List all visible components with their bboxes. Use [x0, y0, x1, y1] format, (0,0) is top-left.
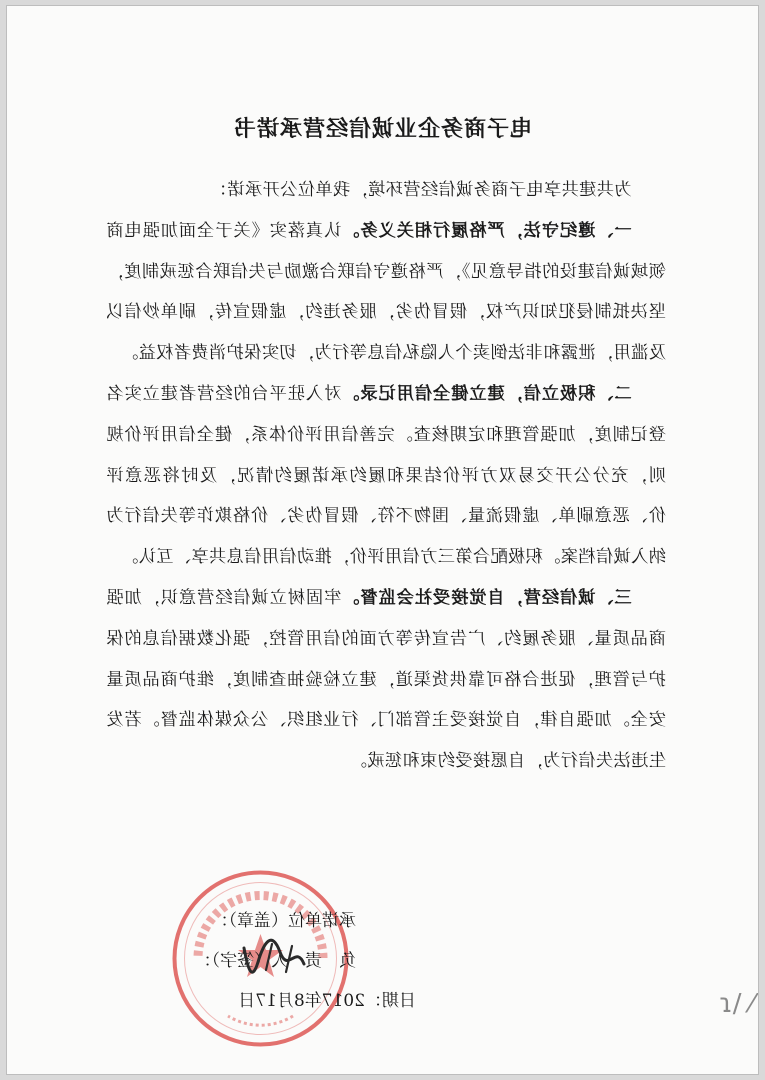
section-heading-2: 二、积极立信，建立健全信用记录。	[341, 383, 632, 404]
section-body-1: 认真落实《关于全面加强电商领域诚信建设的指导意见》，严格遵守信联合激励与失信联合惩戒制度，坚决抵制侵犯知识产权，假冒伪劣，服务违约，虚假宣传，刷单炒信以及滥用，泄露和非法倒卖个人隐私信息等行为，切实保护消费者权益。	[106, 220, 666, 364]
mirrored-document-content	[7, 6, 758, 1074]
section-heading-3: 三、诚信经营，自觉接受社会监督。	[341, 587, 632, 608]
document-page	[6, 5, 759, 1075]
section-paragraph-2	[106, 374, 666, 578]
section-paragraph-3	[106, 578, 666, 782]
margin-handwriting: ɿ/ ⁄	[719, 989, 755, 1019]
section-paragraph-1	[106, 211, 666, 374]
section-heading-1: 一、遵纪守法，严格履行相关义务。	[341, 220, 632, 241]
section-body-2: 对入驻平台的经营者建立实名登记制度，加强管理和定期核查。完善信用评价体系，健全信用评价规则，充分公开交易双方评价结果和履约承诺履约情况，及时将恶意评价、恶意刷单、虚假流量、围物不符、假冒伪劣、价格欺诈等失信行为纳入诚信档案。积极配合第三方信用评价，推动信用信息共享、互认。	[106, 383, 666, 568]
section-body-3: 牢固树立诚信经营意识，加强商品质量、服务履约、广告宣传等方面的信用管控，强化数据信息的保护与管理，促进合格可靠供货渠道，建立检验抽查制度，维护商品质量安全。加强自律，自觉接受主管部门、行业组织、公众媒体监督。若发生违法失信行为，自愿接受约束和惩戒。	[106, 587, 666, 772]
document-title: 电子商务企业诚信经营承诺书	[233, 117, 533, 142]
signing-date: 日期：2017年8月17日	[238, 991, 416, 1011]
promising-unit-label: 承诺单位（盖章）：	[211, 911, 356, 931]
document-body	[106, 170, 666, 782]
responsible-person-label: 负 责 人（签字）：	[194, 951, 356, 971]
intro-paragraph: 为共建共享电子商务诚信经营环境，我单位公开承诺：	[209, 180, 632, 200]
handwritten-signature	[240, 934, 310, 980]
